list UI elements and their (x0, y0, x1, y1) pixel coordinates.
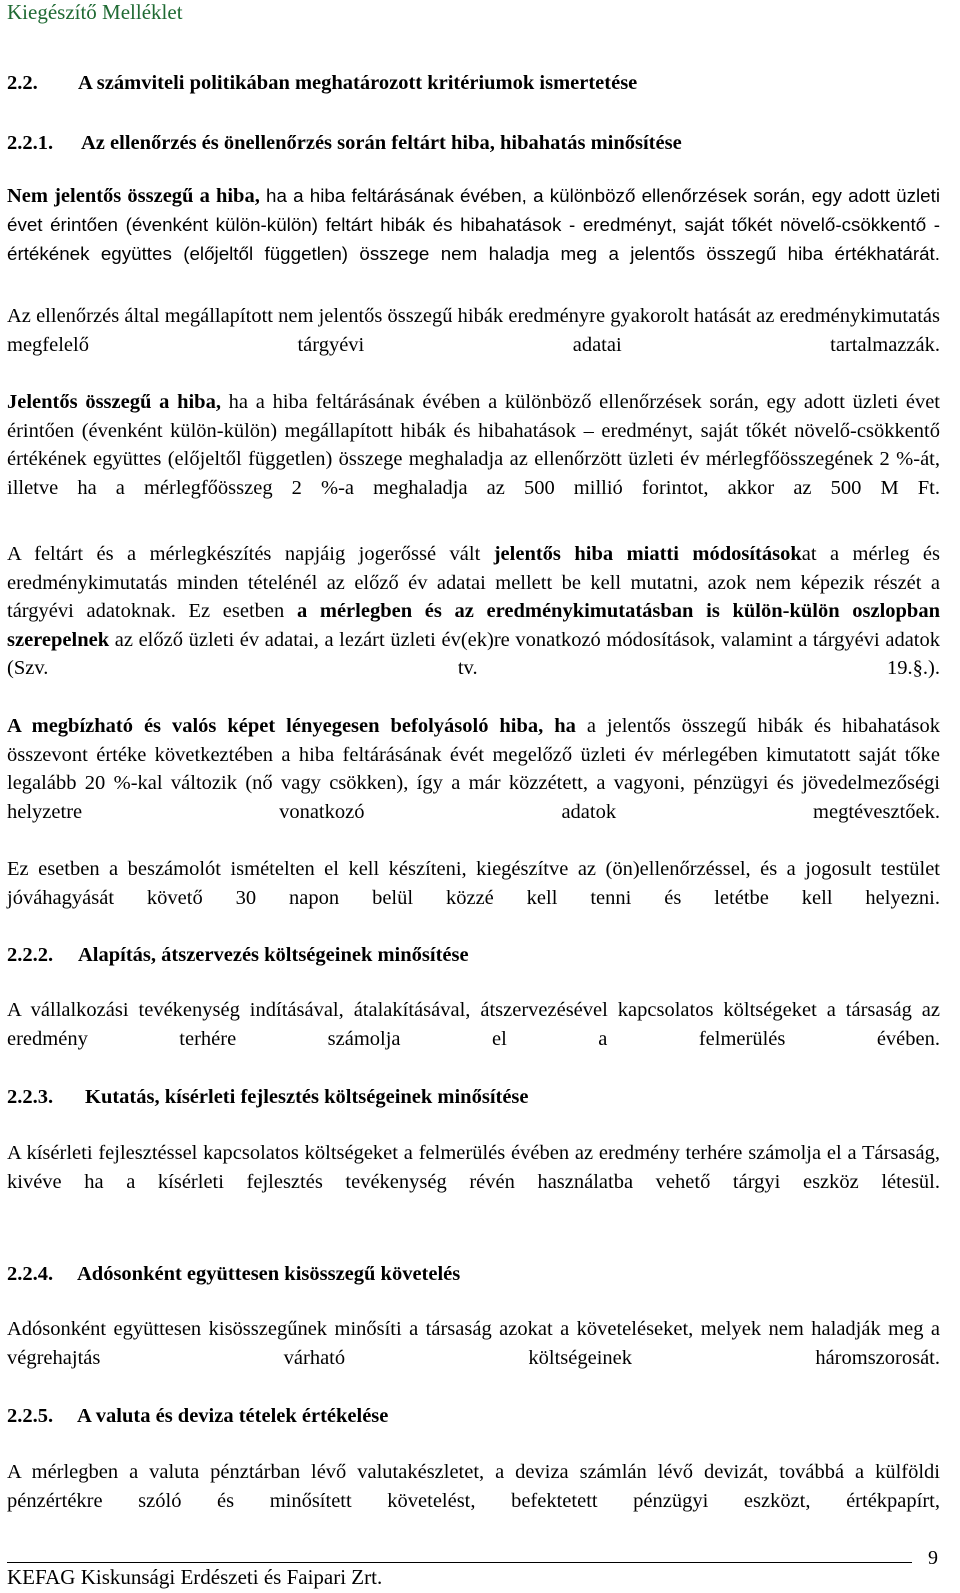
section-heading-2-2 (7, 69, 637, 97)
paragraph-significant-error: Jelentős összegű a hiba, ha a hiba feltárásának évében a különböző ellenőrzések során, egy adott üzleti évet érintően (évenként külön-külön) megállapított hibák és hibahatások – eredményt, saját tőkét növelő-csökkentő értékének együttes (előjeltől független) összege meghaladja az ellenőrzött üzleti év mérlegfőösszegének 2 %-át, illetve ha a mérlegfőösszeg 2 %-a meghaladja az 500 millió forintot, akkor az 500 M Ft. (7, 391, 941, 499)
section-number: 2.2.3. (7, 1086, 54, 1108)
section-title: A számviteli politikában meghatározott kritériumok ismertetése (78, 72, 638, 94)
section-number: 2.2.4. (7, 1263, 54, 1285)
paragraph-not-significant-error: Nem jelentős összegű a hiba, ha a hiba feltárásának évében, a különböző ellenőrzések során, egy adott üzleti évet érintően (évenként külön-külön) feltárt hibák és hibahatások - eredményt, saját tőkét növelő-csökkentő - értékének együttes (előjeltől független) összege nem haladja meg a jelentős összegű hiba értékhatárát. (7, 185, 940, 264)
section-number: 2.2.1. (7, 132, 54, 154)
section-heading-2-2-3 (7, 1083, 529, 1111)
bold-term: Jelentős összegű a hiba, (7, 391, 221, 413)
footer-divider (7, 1562, 912, 1563)
paragraph-establishment-costs: A vállalkozási tevékenység indításával, átalakításával, átszervezésével kapcsolatos költségeket a társaság az eredmény terhére számolja el a felmerülés évében. (7, 999, 940, 1050)
section-number: 2.2.2. (7, 944, 54, 966)
section-number: 2.2.5. (7, 1405, 54, 1427)
paragraph-research-costs: A kísérleti fejlesztéssel kapcsolatos költségeket a felmerülés évében az eredmény terhére számolja el a Társaság, kivéve ha a kísérleti fejlesztés tevékenység révén használatba vehető tárgyi eszköz létesül. (7, 1142, 940, 1193)
paragraph-material-error: A megbízható és valós képet lényegesen befolyásoló hiba, ha a jelentős összegű hibák és hibahatások összevont értéke következtében a hiba feltárásának évét megelőző üzleti év mérlegében kimutatott saját tőke legalább 20 %-kal változik (nő vagy csökken), így a már közzétett, a vagyoni, pénzügyi és jövedelmezőségi helyzetre vonatkozó adatok megtévesztőek. (7, 715, 940, 823)
paragraph-currency-valuation: A mérlegben a valuta pénztárban lévő valutakészletet, a deviza számlán lévő devizát, továbbá a külföldi pénzértékre szóló és minősített követelést, befektetett pénzügyi eszközt, értékpapírt, (7, 1461, 940, 1512)
section-title: A valuta és deviza tételek értékelése (77, 1405, 389, 1427)
section-title: Az ellenőrzés és önellenőrzés során feltárt hiba, hibahatás minősítése (81, 132, 682, 154)
section-heading-2-2-2 (7, 941, 469, 969)
section-heading-2-2-5 (7, 1402, 388, 1430)
paragraph-modifications: A feltárt és a mérlegkészítés napjáig jogerőssé vált jelentős hiba miatti módosításokat a mérleg és eredménykimutatás minden tételénél az előző év adatai mellett be kell mutatni, azok nem képezik részét a tárgyévi adatoknak. Ez esetben a mérlegben és az eredménykimutatásban is külön-külön oszlopban szerepelnek az előző üzleti év adatai, a lezárt üzleti év(ek)re vonatkozó módosítások, valamint a tárgyévi adatok (Szv. tv. 19.§.). (7, 543, 940, 680)
paragraph-repeat-report: Ez esetben a beszámolót ismételten el kell készíteni, kiegészítve az (ön)ellenőrzéssel, és a jogosult testület jóváhagyását követő 30 napon belül közzé kell tenni és letétbe kell helyezni. (7, 858, 940, 909)
footer-company: KEFAG Kiskunsági Erdészeti és Faipari Zrt. (7, 1565, 383, 1589)
section-heading-2-2-4 (7, 1260, 460, 1288)
document-header: Kiegészítő Melléklet (7, 0, 183, 24)
paragraph-small-receivables: Adósonként együttesen kisösszegűnek minősíti a társaság azokat a követeléseket, melyek nem haladják meg a végrehajtás várható költségeinek háromszorosát. (7, 1318, 940, 1369)
section-title: Kutatás, kísérleti fejlesztés költségeinek minősítése (85, 1086, 529, 1108)
section-heading-2-2-1 (7, 129, 682, 157)
bold-term: Nem jelentős összegű a hiba, (7, 185, 260, 207)
bold-term: A megbízható és valós képet lényegesen befolyásoló hiba, ha (7, 715, 576, 737)
section-title: Alapítás, átszervezés költségeinek minősítése (78, 944, 469, 966)
paragraph-control-effects: Az ellenőrzés által megállapított nem jelentős összegű hibák eredményre gyakorolt hatását az eredménykimutatás megfelelő tárgyévi adatai tartalmazzák. (7, 305, 940, 356)
section-title: Adósonként együttesen kisösszegű követelés (77, 1263, 461, 1285)
page-number: 9 (928, 1547, 938, 1569)
section-number: 2.2. (7, 72, 38, 94)
